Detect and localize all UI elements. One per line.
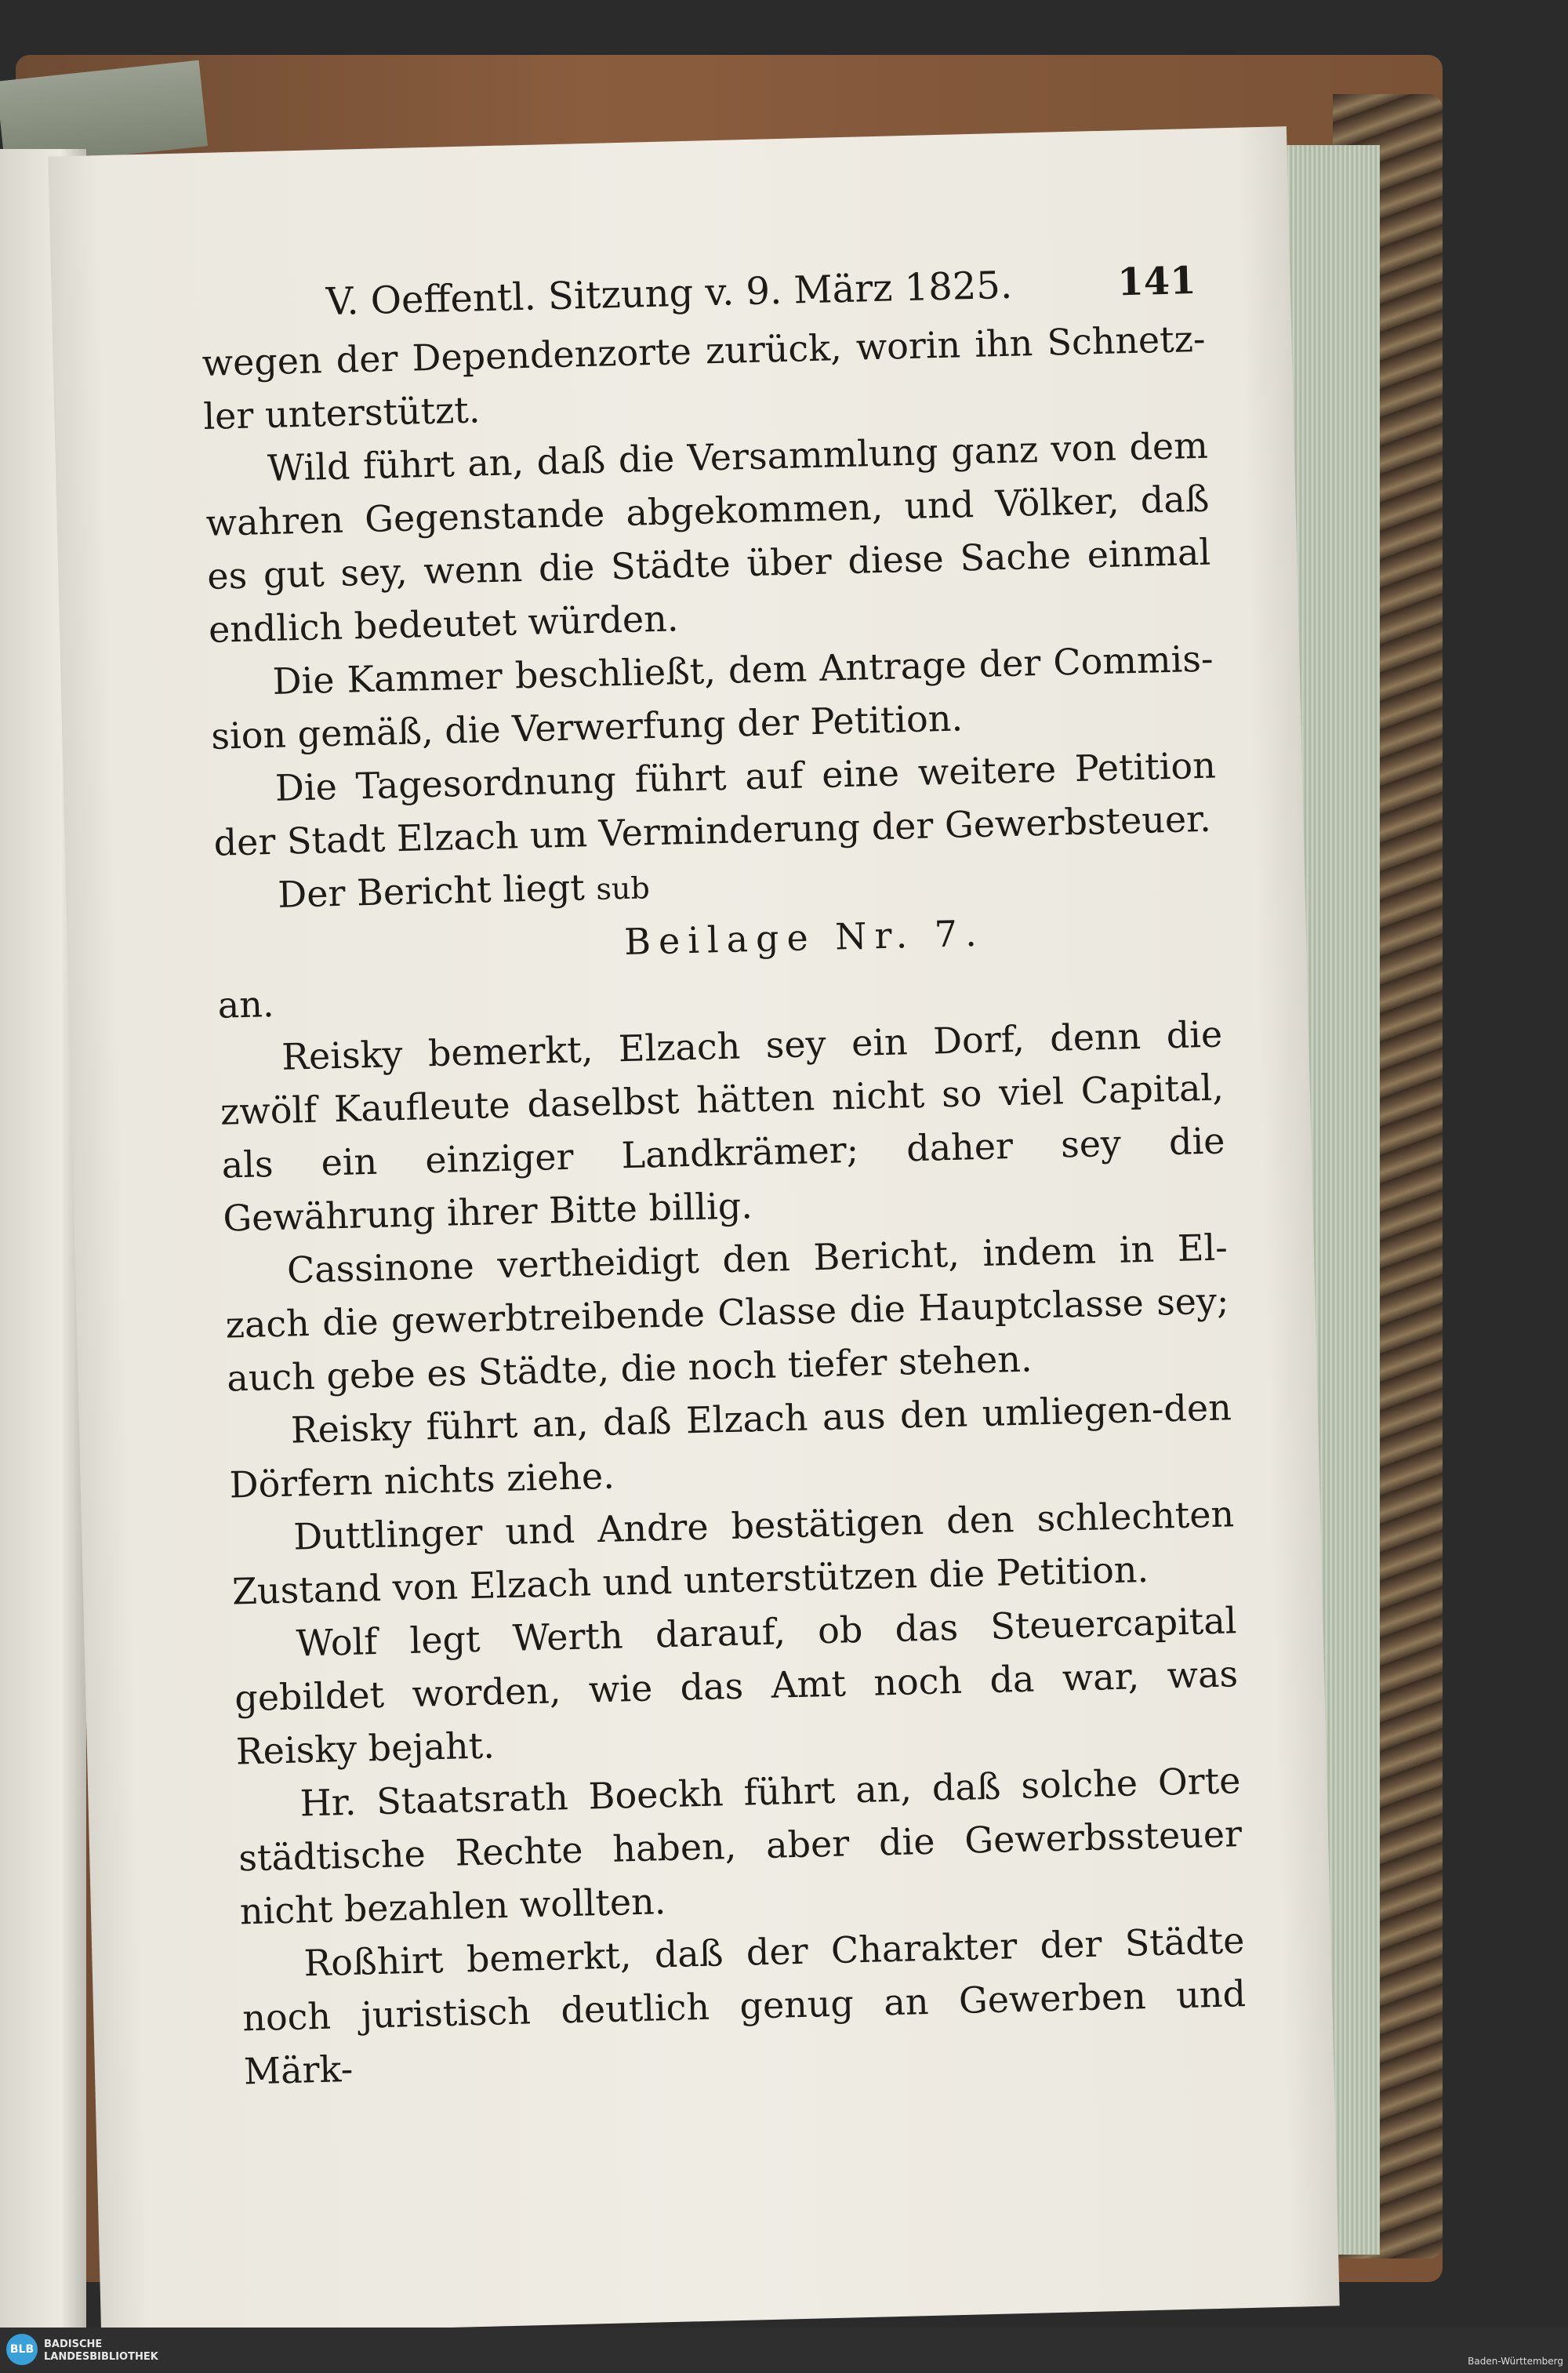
region-label: Baden-Württemberg — [1468, 2356, 1563, 2367]
sub-word: sub — [595, 870, 651, 907]
library-name — [44, 2338, 158, 2364]
paragraph: Wolf legt Werth darauf, ob das Steuercapital gebildet worden, wie das Amt noch da war, was Reisky bejaht. — [234, 1599, 1239, 1773]
paragraph: Cassinone vertheidigt den Bericht, indem in El-zach die gewerbtreibende Classe die Hauptclasse sey; auch gebe es Städte, die noch tiefer stehen. — [225, 1226, 1230, 1400]
library-name-line-2: LANDESBIBLIOTHEK — [44, 2351, 158, 2363]
paragraph: Hr. Staatsrath Boeckh führt an, daß solche Orte städtische Rechte haben, aber die Gewerbssteuer nicht bezahlen wollten. — [238, 1759, 1243, 1933]
running-title: V. Oeffentl. Sitzung v. 9. März 1825. — [325, 263, 1013, 325]
page-text — [200, 254, 1247, 2099]
paragraph-text: Der Bericht liegt — [277, 866, 586, 916]
paragraph: Reisky bemerkt, Elzach sey ein Dorf, denn die zwölf Kaufleute daselbst hätten nicht so viel Capital, als ein einziger Landkrämer; daher sey die Gewährung ihrer Bitte billig. — [220, 1012, 1226, 1240]
page-number: 141 — [1116, 258, 1197, 305]
viewer-footer — [0, 2328, 1568, 2373]
paragraph: Reisky führt an, daß Elzach aus den umliegen-den Dörfern nichts ziehe. — [229, 1386, 1232, 1506]
paragraph: Roßhirt bemerkt, daß der Charakter der Städte noch juristisch deutlich genug an Gewerben und Märk- — [241, 1919, 1247, 2093]
paragraph-an: an. — [217, 983, 275, 1027]
paragraph: Duttlinger und Andre bestätigen den schlechten Zustand von Elzach und unterstützen die Petition. — [231, 1492, 1235, 1613]
paragraph: Die Tagesordnung führt auf eine weitere Petition der Stadt Elzach um Verminderung der Gewerbsteuer. — [213, 743, 1217, 864]
paragraph: wegen der Dependenzorte zurück, worin ihn Schnetz-ler unterstützt. — [201, 317, 1207, 438]
paragraph: Die Kammer beschließt, dem Antrage der Commis-sion gemäß, die Verwerfung der Petition. — [210, 637, 1214, 758]
blb-logo-icon: BLB — [6, 2334, 38, 2365]
paragraph: Wild führt an, daß die Versammlung ganz von dem wahren Gegenstande abgekommen, und Völker, daß es gut sey, wenn die Städte über diese Sache einmal endlich bedeutet würden. — [205, 423, 1211, 651]
library-name-line-1: BADISCHE — [44, 2338, 103, 2350]
book-page — [48, 126, 1339, 2336]
beilage-label: Beilage Nr. 7. — [623, 911, 985, 964]
